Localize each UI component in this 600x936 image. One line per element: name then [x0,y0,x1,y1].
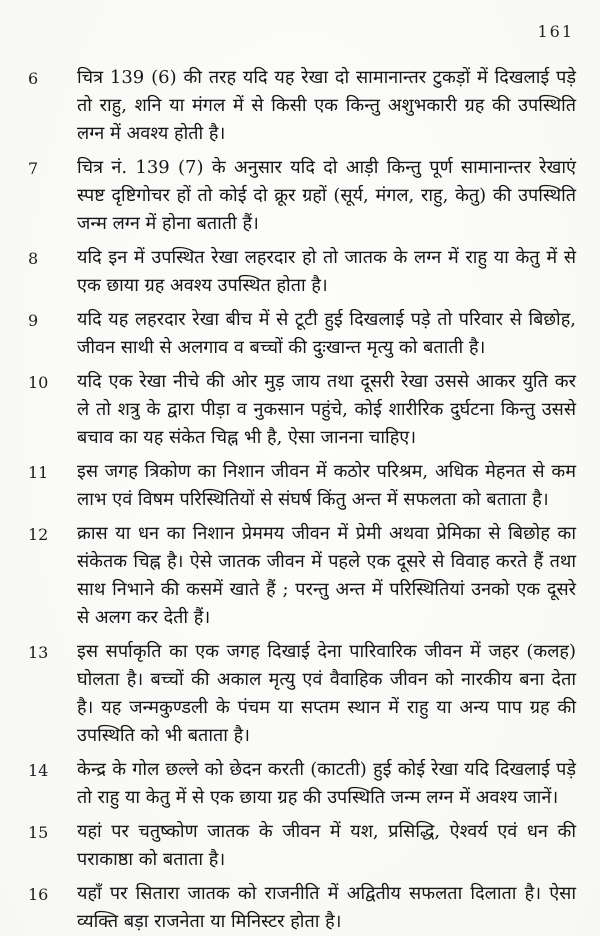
item-number: 16 [28,885,49,904]
item-number: 13 [28,643,49,662]
list-item [28,244,576,300]
list-item [28,306,576,362]
item-number: 15 [28,823,49,842]
item-number: 10 [28,373,49,392]
item-number: 6 [28,69,39,88]
list-item [28,818,576,874]
list-item [28,64,576,148]
item-number: 7 [28,159,39,178]
numbered-list [28,64,576,936]
list-item [28,638,576,750]
item-number: 14 [28,761,49,780]
item-text: यदि एक रेखा नीचे की ओर मुड़ जाय तथा दूसरी रेखा उससे आकर युति कर ले तो शत्रु के द्वारा पीड़ा व नुकसान पहुंचे, कोई शारीरिक दुर्घटना किन्तु उससे बचाव का यह संकेत चिह्न भी है, ऐसा जानना चाहिए। [77,371,576,448]
list-item [28,880,576,936]
item-text: चित्र नं. 139 (7) के अनुसार यदि दो आड़ी किन्तु पूर्ण सामानान्तर रेखाएं स्पष्ट दृष्टिगोचर हों तो कोई दो क्रूर ग्रहों (सूर्य, मंगल, राहु, केतु) की उपस्थिति जन्म लग्न में होना बताती हैं। [77,157,576,234]
list-item [28,154,576,238]
item-text: क्रास या धन का निशान प्रेममय जीवन में प्रेमी अथवा प्रेमिका से बिछोह का संकेतक चिह्न है। ऐसे जातक जीवन में पहले एक दूसरे से विवाह करते हैं तथा साथ निभाने की कसमें खाते हैं ; परन्तु अन्त में परिस्थितियां उनको एक दूसरे से अलग कर देती हैं। [77,523,576,628]
item-number: 8 [28,249,39,268]
item-text: केन्द्र के गोल छल्ले को छेदन करती (काटती) हुई कोई रेखा यदि दिखलाई पड़े तो राहु या केतु में से एक छाया ग्रह की उपस्थिति जन्म लग्न में अवश्य जानें। [77,759,576,808]
item-text: इस जगह त्रिकोण का निशान जीवन में कठोर परिश्रम, अधिक मेहनत से कम लाभ एवं विषम परिस्थितियों से संघर्ष किंतु अन्त में सफलता को बताता है। [77,461,576,510]
item-number: 12 [28,525,49,544]
list-item [28,458,576,514]
item-number: 11 [28,463,49,482]
item-number: 9 [28,311,39,330]
item-text: यदि इन में उपस्थित रेखा लहरदार हो तो जातक के लग्न में राहु या केतु में से एक छाया ग्रह अवश्य उपस्थित होता है। [77,247,576,296]
item-text: यहाँ पर सितारा जातक को राजनीति में अद्वितीय सफलता दिलाता है। ऐसा व्यक्ति बड़ा राजनेता या मिनिस्टर होता है। [77,883,576,932]
item-text: यदि यह लहरदार रेखा बीच में से टूटी हुई दिखलाई पड़े तो परिवार से बिछोह, जीवन साथी से अलगाव व बच्चों की दुःखान्त मृत्यु को बताती है। [77,309,576,358]
list-item [28,520,576,632]
page-number: 161 [537,22,574,41]
item-text: चित्र 139 (6) की तरह यदि यह रेखा दो सामानान्तर टुकड़ों में दिखलाई पड़े तो राहु, शनि या मंगल में से किसी एक किन्तु अशुभकारी ग्रह की उपस्थिति लग्न में अवश्य होती है। [77,67,576,144]
list-item [28,756,576,812]
item-text: इस सर्पाकृति का एक जगह दिखाई देना पारिवारिक जीवन में जहर (कलह) घोलता है। बच्चों की अकाल मृत्यु एवं वैवाहिक जीवन को नारकीय बना देता है। यह जन्मकुण्डली के पंचम या सप्तम स्थान में राहु या अन्य पाप ग्रह की उपस्थिति को भी बताता है। [77,641,576,746]
list-item [28,368,576,452]
item-text: यहां पर चतुष्कोण जातक के जीवन में यश, प्रसिद्धि, ऐश्वर्य एवं धन की पराकाष्ठा को बताता है। [77,821,576,870]
